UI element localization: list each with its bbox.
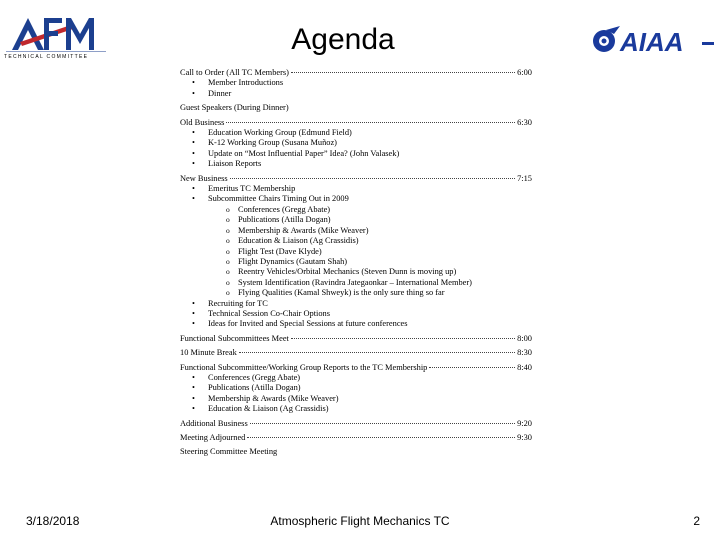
agenda-subbullet: o Education & Liaison (Ag Crassidis) [180, 236, 532, 246]
agenda-label: Meeting Adjourned [180, 433, 246, 442]
agenda-row [180, 419, 532, 429]
agenda-label: Call to Order (All TC Members) [180, 68, 289, 77]
agenda-bullet: • Emeritus TC Membership [180, 184, 532, 194]
leader-dots [247, 437, 515, 438]
footer-date: 3/18/2018 [26, 514, 80, 528]
agenda-bullet: • Education & Liaison (Ag Crassidis) [180, 404, 532, 414]
agenda-row [180, 363, 532, 373]
agenda-subbullet: o Flying Qualities (Kamal Shweyk) is the only sure thing so far [180, 288, 532, 298]
aiaa-logo-text: AIAA [620, 27, 684, 56]
afm-logo-tagline: TECHNICAL COMMITTEE [4, 54, 89, 60]
agenda-label: Additional Business [180, 418, 248, 428]
agenda-time: 8:30 [517, 348, 532, 358]
agenda-bullet: • Ideas for Invited and Special Sessions at future conferences [180, 319, 532, 329]
agenda-bullet: • Member Introductions [180, 78, 532, 88]
agenda-bullet: • Dinner [180, 89, 532, 99]
afm-logo [4, 12, 108, 64]
agenda-time: 6:30 [517, 117, 532, 127]
agenda-row [180, 174, 532, 184]
agenda-time: 7:15 [517, 173, 532, 183]
afm-logo-graphic [4, 12, 108, 52]
agenda-time: 9:20 [517, 418, 532, 428]
agenda-subbullet: o Membership & Awards (Mike Weaver) [180, 226, 532, 236]
leader-dots [291, 338, 515, 339]
page-title: Agenda [291, 23, 395, 56]
agenda-bullet: • Liaison Reports [180, 159, 532, 169]
agenda-label: New Business [180, 173, 228, 183]
leader-dots [291, 72, 515, 73]
agenda-row [180, 433, 532, 443]
agenda-subbullet: o Conferences (Gregg Abate) [180, 205, 532, 215]
agenda-subbullet: o Flight Test (Dave Klyde) [180, 247, 532, 257]
agenda-time: 8:40 [517, 362, 532, 372]
agenda-label: Functional Subcommittees Meet [180, 333, 289, 343]
agenda-label: Functional Subcommittee/Working Group Reports to the TC Membership [180, 362, 428, 372]
agenda-subbullet: o System Identification (Ravindra Jategaonkar – International Member) [180, 278, 532, 288]
leader-dots [226, 122, 515, 123]
aiaa-logo [590, 26, 716, 56]
agenda-bullet: • Publications (Atilla Dogan) [180, 383, 532, 393]
agenda-bullet: • Subcommittee Chairs Timing Out in 2009 [180, 194, 532, 204]
leader-dots [230, 178, 515, 179]
agenda-row [180, 334, 532, 344]
footer-title: Atmospheric Flight Mechanics TC [270, 514, 450, 528]
agenda-bullet: • Technical Session Co-Chair Options [180, 309, 532, 319]
agenda-label: Steering Committee Meeting [180, 447, 278, 457]
leader-dots [429, 367, 515, 368]
agenda-bullet: • Conferences (Gregg Abate) [180, 373, 532, 383]
agenda-label: Old Business [180, 117, 225, 127]
agenda-row [180, 118, 532, 128]
agenda-time: 8:00 [517, 333, 532, 343]
agenda-time: 6:00 [517, 68, 532, 77]
agenda-list [180, 68, 532, 458]
agenda-row [180, 348, 532, 358]
agenda-bullet: • Update on “Most Influential Paper” Idea? (John Valasek) [180, 149, 532, 159]
agenda-subbullet: o Flight Dynamics (Gautam Shah) [180, 257, 532, 267]
agenda-bullet: • Recruiting for TC [180, 299, 532, 309]
aiaa-logo-graphic [590, 26, 716, 56]
agenda-label: 10 Minute Break [180, 348, 237, 358]
agenda-bullet: • K-12 Working Group (Susana Muñoz) [180, 138, 532, 148]
leader-dots [250, 423, 515, 424]
agenda-label: Guest Speakers (During Dinner) [180, 103, 289, 113]
agenda-bullet: • Membership & Awards (Mike Weaver) [180, 394, 532, 404]
agenda-subbullet: o Publications (Atilla Dogan) [180, 215, 532, 225]
agenda-row [180, 68, 532, 78]
leader-dots [239, 352, 515, 353]
agenda-time: 9:30 [517, 433, 532, 442]
agenda-bullet: • Education Working Group (Edmund Field) [180, 128, 532, 138]
agenda-subbullet: o Reentry Vehicles/Orbital Mechanics (Steven Dunn is moving up) [180, 267, 532, 277]
page-number: 2 [693, 514, 700, 528]
